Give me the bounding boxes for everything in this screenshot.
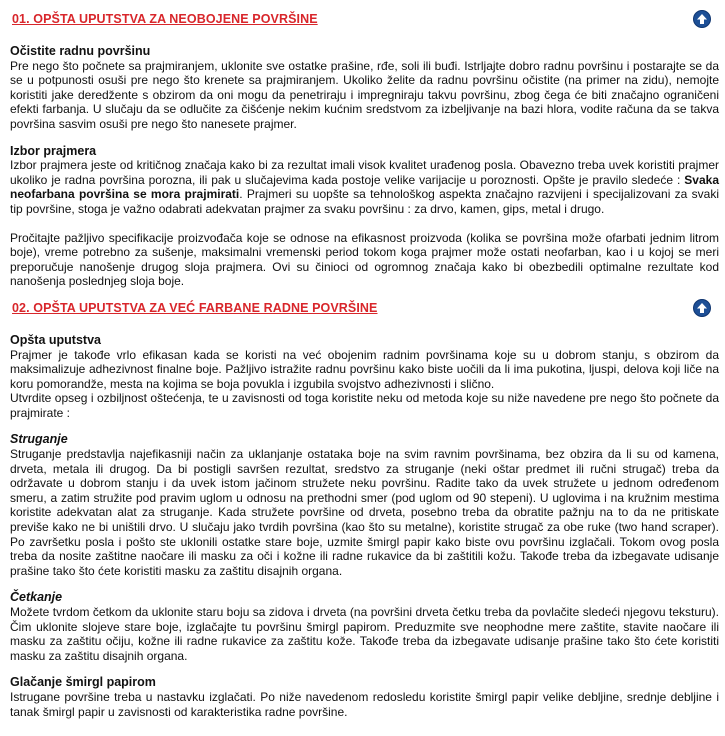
subheading-clean-surface: Očistite radnu površinu bbox=[10, 44, 151, 58]
back-to-top-button[interactable] bbox=[693, 10, 711, 28]
section-2-title[interactable]: 02. OPŠTA UPUTSTVA ZA VEĆ FARBANE RADNE POVRŠINE bbox=[12, 300, 378, 315]
subheading-primer-choice: Izbor prajmera bbox=[10, 143, 97, 158]
paragraph-specifications: Pročitajte pažljivo specifikacije proizvođača koje se odnose na efikasnost proizvoda (kolika se površina može ofarbati jednim litrom boje), vreme potrebno za sušenje, maksimalni vremenski period tokom koga prajmer može ostati neofarban, kao i u kojoj se meri preporučuje nanošenje drugog sloja prajmera. Ovi su činioci od ogromnog značaja kako bi obezbedili optimalne rezultate kod nanošenja poslednjeg sloja boje. bbox=[10, 230, 719, 289]
back-to-top-button[interactable] bbox=[693, 299, 711, 317]
section-2-header bbox=[10, 299, 719, 321]
subheading-sanding: Glačanje šmirgl papirom bbox=[10, 675, 156, 690]
subheading-general: Opšta uputstva bbox=[10, 332, 101, 347]
page bbox=[0, 10, 725, 736]
section-1-title[interactable]: 01. OPŠTA UPUTSTVA ZA NEOBOJENE POVRŠINE bbox=[12, 12, 318, 26]
paragraph-scraping: Struganje predstavlja najefikasniji način za uklanjanje ostataka boje na svim ravnim površinama, bez obzira da li su od kamena, drveta, metala ili drugog. Da bi postigli savršen rezultat, sredstvo za struganje (neki oštar predmet ili ručni strugač) treba da održavate u dobrom stanju i da uvek istom jačinom stružete neku površinu. Radite tako da uvek stružete u jednom određenom smeru, a zatim stružite pod pravim uglom u odnosu na prethodni smer (pod uglom od 90 stepeni). U uglovima i na kružnim mestima koristite adekvatan alat za struganje. Kada stružete površine od drveta, posebno treba da obratite pažnju na to da ne pritiskate previše kako ne bi uništili drvo. U slučaju jako tvrdih površina (kao što su metalne), koristite strugač za obe ruke (two hand scraper). Po završetku posla i pošto ste uklonili ostatke stare boje, uzmite šmirgl papir kako biste ovu površinu izglačali. Tokom ovog posla treba da nosite zaštitne naočare ili masku za oči i kožne ili radne rukavice da bi zaštitili kožu. Takođe treba da izbegavate udisanje prašine tako što ćete koristiti masku za zaštitu disajnih organa. bbox=[10, 447, 719, 578]
primer-rule-bold: Svaka neofarbana površina se mora prajmirati bbox=[10, 172, 719, 202]
primer-text-a: Izbor prajmera jeste od kritičnog značaja kako bi za rezultat imali visok kvalitet urađenog posla. Obavezno treba uvek koristiti prajmer ukoliko je radna površina porozna, ili pak u slučajevima kada postoje velike varijacije u poroznosti. Opšte je pravilo sledeće : bbox=[10, 158, 719, 187]
subheading-brushing: Četkanje bbox=[10, 590, 63, 605]
paragraph-general-1: Prajmer je takođe vrlo efikasan kada se koristi na već obojenim radnim površinama koje su u dobrom stanju, s obzirom da maksimalizuje adhezivnost finalne boje. Pažljivo istražite radnu površinu kako biste uočili da li ima pukotina, ljuspi, delova koji liče na koru pomorandže, mesta na kojima se boja povukla i izgubila svojstvo adhezivnosti i slično. bbox=[10, 347, 719, 391]
subheading-scraping: Struganje bbox=[10, 432, 68, 447]
paragraph-sanding: Istrugane površine treba u nastavku izglačati. Po niže navedenom redosledu koristite šmirgl papir velike debljine, srednje debljine i tanak šmirgl papir u zavisnosti od karakteristika radne površine. bbox=[10, 689, 719, 719]
paragraph-general-2: Utvrdite opseg i ozbiljnost oštećenja, te u zavisnosti od toga koristite neku od metoda koje su niže navedene pre nego što počnete da prajmirate : bbox=[10, 391, 719, 420]
paragraph-primer-choice bbox=[10, 158, 719, 216]
arrow-up-icon bbox=[694, 11, 710, 27]
primer-text-c: . Prajmeri su uopšte sa tehnološkog aspekta značajno razvijeni i specijalizovani za svaki tip površine, stoga je važno odabrati adekvatan prajmer za svaku površinu : za drvo, kamen, gips, metal i drugo. bbox=[10, 187, 719, 216]
section-1-header bbox=[10, 10, 719, 32]
paragraph-brushing: Možete tvrdom četkom da uklonite staru boju sa zidova i drveta (na površini drveta četku treba da povlačite sledeći njegovu teksturu). Čim uklonite slojeve stare boje, izglačajte tu površinu šmirgl papirom. Preduzmite sve neophodne mere zaštite, stavite naočare ili masku za zaštitu očiju, kožne ili radne rukavice za zaštitu kože. Takođe treba da izbegavate udisanje prašine tako što ćete koristiti masku za zaštitu disajnih organa. bbox=[10, 605, 719, 663]
arrow-up-icon bbox=[694, 300, 710, 316]
paragraph-clean-surface: Pre nego što počnete sa prajmiranjem, uklonite sve ostatke prašine, rđe, soli ili buđi. Istrljajte dobro radnu površinu i postarajte se da se u potpunosti osuši pre nego što krenete sa prajmiranjem. Ukoliko želite da radnu površinu očistite (na primer na zidu), nemojte koristiti jake deredžente s obzirom da oni mogu da penetriraju i impregniraju takvu površinu, zbog čega će biti značajno ograničeni efekti farbanja. U slučaju da se odlučite za čišćenje nekim kućnim sredstvom za izbeljivanje na bazi hlora, vodite računa da se takva površina sasvim osuši pre nego što nanesete prajmer. bbox=[10, 58, 719, 131]
